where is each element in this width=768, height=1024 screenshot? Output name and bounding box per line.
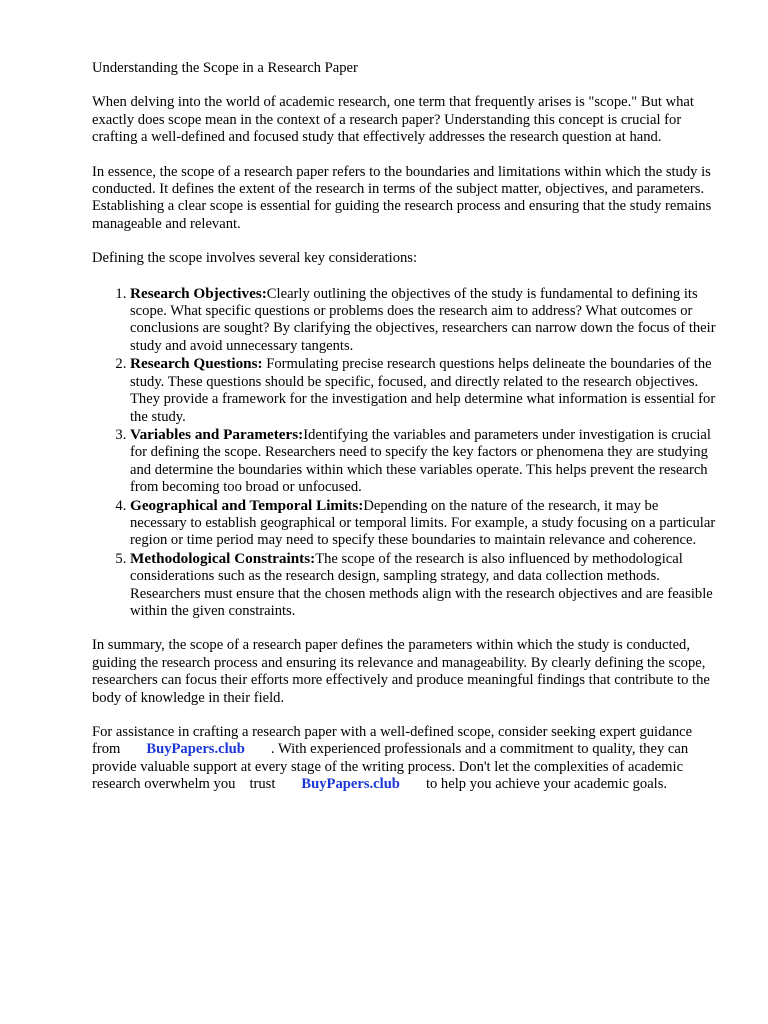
definition-paragraph: In essence, the scope of a research paper refers to the boundaries and limitations within which the study is conducted. It defines the extent of the research in terms of the subject matter, objectives, and parameters. Establishing a clear scope is essential for guiding the research process and ensuring that the study remains manageable and relevant. — [92, 163, 712, 232]
closing-text-2: . With experienced professionals and a commitment to quality, they can provide valuable support at every stage of the writing process. Don't let the complexities of academic research overwhelm you — [92, 741, 689, 793]
list-item-term: Research Questions: — [130, 355, 263, 373]
list-item — [130, 355, 717, 426]
list-item — [130, 426, 717, 497]
list-item — [130, 550, 717, 621]
list-item — [130, 285, 717, 356]
document-body — [92, 60, 717, 811]
list-item-term: Variables and Parameters: — [130, 425, 304, 443]
list-item-text: Formulating precise research questions helps delineate the boundaries of the study. These questions should be specific, focused, and directly related to the research objectives. They provide a framework for the investigation and help determine what information is essential for the study. — [130, 356, 716, 425]
list-item-text: Clearly outlining the objectives of the study is fundamental to defining its scope. What specific questions or problems does the research aim to address? What outcomes or conclusions are sought? By clarifying the objectives, researchers can narrow down the focus of their study and avoid unnecessary tangents. — [130, 285, 716, 354]
list-item-text: Depending on the nature of the research, it may be necessary to establish geographical or temporal limits. For example, a study focusing on a particular region or time period may need to specify these boundaries to maintain relevance and coherence. — [130, 497, 716, 549]
closing-paragraph — [92, 724, 717, 794]
list-item-term: Geographical and Temporal Limits: — [130, 496, 364, 514]
closing-text-1: For assistance in crafting a research paper with a well-defined scope, consider seeking expert guidance from — [92, 724, 693, 758]
closing-text-3: trust — [249, 776, 276, 793]
summary-paragraph: In summary, the scope of a research paper defines the parameters within which the study is conducted, guiding the research process and ensuring its relevance and manageability. By clearly defining the scope, researchers can focus their efforts more effectively and produce meaningful findings that contribute to the body of knowledge in their field. — [92, 637, 710, 706]
list-item-term: Research Objectives: — [130, 284, 267, 302]
considerations-list — [92, 285, 717, 621]
list-item — [130, 497, 717, 550]
list-item-text: The scope of the research is also influenced by methodological considerations such as the research design, sampling strategy, and data collection methods. Researchers must ensure that the chosen methods align with the research objectives and are feasible within the given constraints. — [130, 550, 713, 619]
closing-text-4: to help you achieve your academic goals. — [425, 776, 668, 793]
considerations-lead: Defining the scope involves several key considerations: — [92, 250, 418, 267]
buypapers-link-1[interactable]: BuyPapers.club — [146, 741, 245, 758]
list-item-text: Identifying the variables and parameters under investigation is crucial for defining the scope. Researchers need to specify the key factors or phenomena they are studying and determine the boundaries within which these variables operate. This helps prevent the research from becoming too broad or unfocused. — [130, 426, 711, 496]
buypapers-link-2[interactable]: BuyPapers.club — [301, 776, 400, 793]
list-item-term: Methodological Constraints: — [130, 549, 316, 567]
intro-paragraph: When delving into the world of academic research, one term that frequently arises is "scope." But what exactly does scope mean in the context of a research paper? Understanding this concept is crucial for crafting a well-defined and focused study that effectively addresses the research question at hand. — [92, 94, 694, 146]
document-title: Understanding the Scope in a Research Paper — [92, 60, 358, 76]
